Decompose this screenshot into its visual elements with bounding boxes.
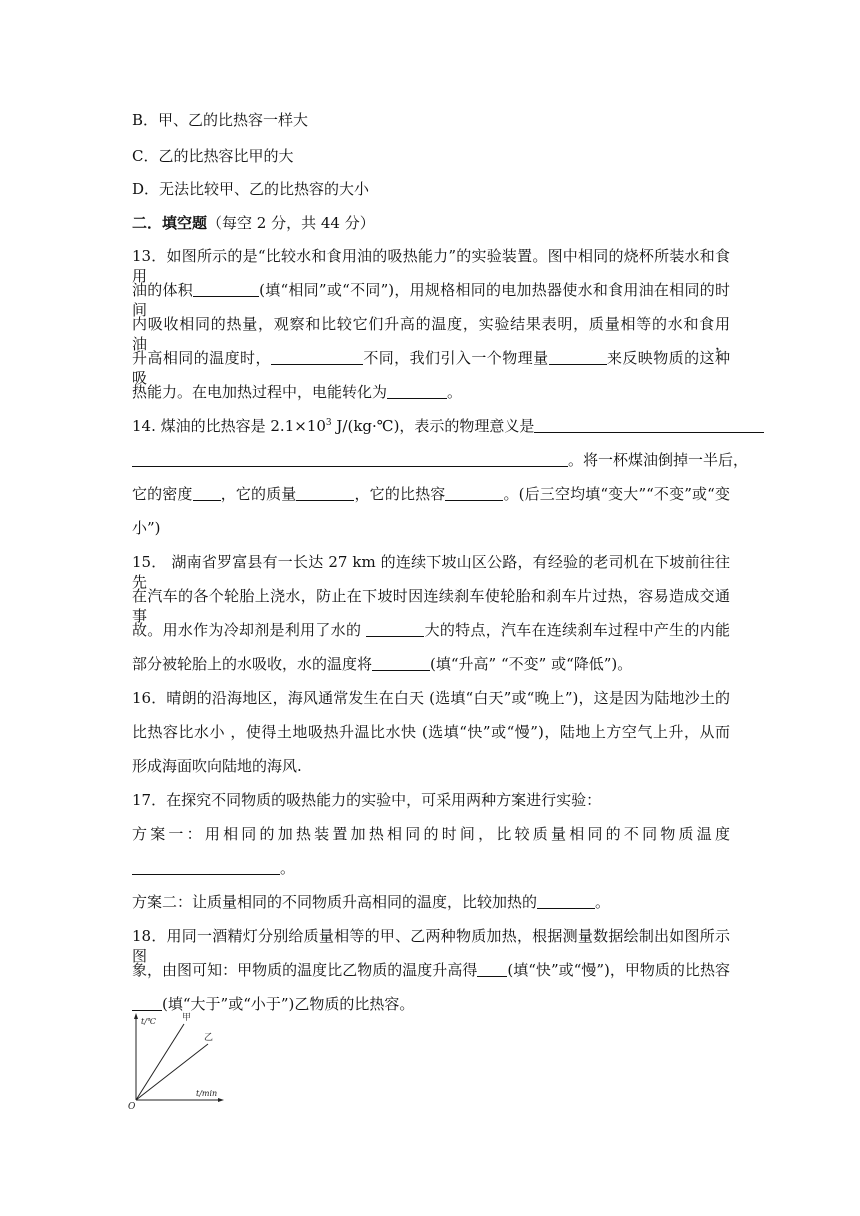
q14-line1: 14. 煤油的比热容是 $2.1\times 10^3$ J/(kg·℃)，表示的物理意义是	[132, 416, 764, 436]
answer-blank[interactable]	[387, 383, 447, 399]
answer-blank[interactable]	[132, 451, 568, 467]
answer-blank[interactable]	[477, 961, 507, 977]
x-axis-arrow	[218, 1098, 224, 1102]
line-jia-label: 甲	[182, 1013, 192, 1023]
section-note: （每空 2 分，共 44 分）	[207, 214, 375, 232]
answer-blank[interactable]	[537, 893, 595, 909]
q13-line1: 13．如图所示的是“比较水和食用油的吸热能力”的实验装置。图中相同的烧杯所装水和食用	[132, 247, 730, 285]
q18-line1: 18．用同一酒精灯分别给质量相等的甲、乙两种物质加热，根据测量数据绘制出如图所示图	[132, 927, 730, 965]
option-d: D．无法比较甲、乙的比热容的大小	[132, 180, 370, 198]
option-c: C．乙的比热容比甲的大	[132, 147, 294, 165]
answer-blank[interactable]	[193, 281, 259, 297]
q15-line3: 故。用水作为冷却剂是利用了水的 大的特点，汽车在连续刹车过程中产生的内能	[132, 621, 730, 639]
x-axis-label: t/min	[196, 1089, 218, 1098]
answer-blank[interactable]	[549, 349, 607, 365]
answer-blank[interactable]	[132, 859, 280, 875]
answer-blank[interactable]	[366, 621, 424, 637]
q17-line3: 。	[132, 858, 295, 878]
y-axis-arrow	[134, 1013, 138, 1019]
section-heading	[132, 213, 375, 233]
q16-line3: 形成海面吹向陆地的海风.	[132, 757, 302, 775]
y-axis-label: t/℃	[141, 1017, 156, 1026]
answer-blank[interactable]	[193, 485, 221, 501]
q13-line2: 油的体积 (填“相同”或“不同”)，用规格相同的电加热器使水和食用油在相同的时间	[132, 281, 730, 319]
answer-blank[interactable]	[534, 417, 764, 433]
answer-blank[interactable]	[296, 485, 354, 501]
q15-line1: 15． 湖南省罗富县有一长达 27 km 的连续下坡山区公路，有经验的老司机在下坡前往往先	[132, 553, 730, 591]
line-jia	[136, 1024, 184, 1100]
q14-line3: 它的密度 ，它的质量 ，它的比热容 。(后三空均填“变大”“不变”或“变	[132, 485, 730, 503]
answer-blank[interactable]	[132, 995, 162, 1011]
q14-line4: 小”)	[132, 519, 161, 537]
q18-line2: 象，由图可知：甲物质的温度比乙物质的温度升高得 (填“快”或“慢”)，甲物质的比热容	[132, 961, 730, 979]
temperature-time-graph	[128, 1010, 228, 1110]
line-yi-label: 乙	[204, 1033, 214, 1043]
answer-blank[interactable]	[271, 349, 363, 365]
answer-blank[interactable]	[445, 485, 503, 501]
q18-line3: (填“大于”或“小于”)乙物质的比热容。	[132, 994, 414, 1014]
option-b: B．甲、乙的比热容一样大	[132, 111, 309, 129]
q16-line1: 16．晴朗的沿海地区，海风通常发生在白天 (选填“白天”或“晚上”)，这是因为陆地沙土的	[132, 689, 730, 707]
q13-line4: 升高相同的温度时， 不同，我们引入一个物理量 来反映物质的这种吸	[132, 349, 730, 387]
q13-line3: 内吸收相同的热量，观察和比较它们升高的温度，实验结果表明，质量相等的水和食用油，	[132, 315, 730, 353]
q17-line4: 方案二：让质量相同的不同物质升高相同的温度，比较加热的 。	[132, 893, 611, 911]
q15-line2: 在汽车的各个轮胎上浇水，防止在下坡时因连续刹车使轮胎和刹车片过热，容易造成交通事	[132, 587, 730, 625]
q17-line2: 方案一：用相同的加热装置加热相同的时间，比较质量相同的不同物质温度	[132, 825, 730, 843]
section-title: 二．填空题	[132, 214, 208, 232]
q16-line2: 比热容比水小 ，使得土地吸热升温比水快 (选填“快”或“慢”)，陆地上方空气上升，从而	[132, 723, 730, 741]
q13-line5: 热能力。在电加热过程中，电能转化为 。	[132, 383, 463, 401]
q17-line1: 17．在探究不同物质的吸热能力的实验中，可采用两种方案进行实验：	[132, 791, 602, 809]
q14-line2: 。将一杯煤油倒掉一半后，	[132, 450, 748, 470]
answer-blank[interactable]	[372, 655, 430, 671]
origin-label: O	[128, 1102, 136, 1110]
q15-line4: 部分被轮胎上的水吸收，水的温度将 (填“升高” “不变” 或“降低”)。	[132, 655, 633, 673]
